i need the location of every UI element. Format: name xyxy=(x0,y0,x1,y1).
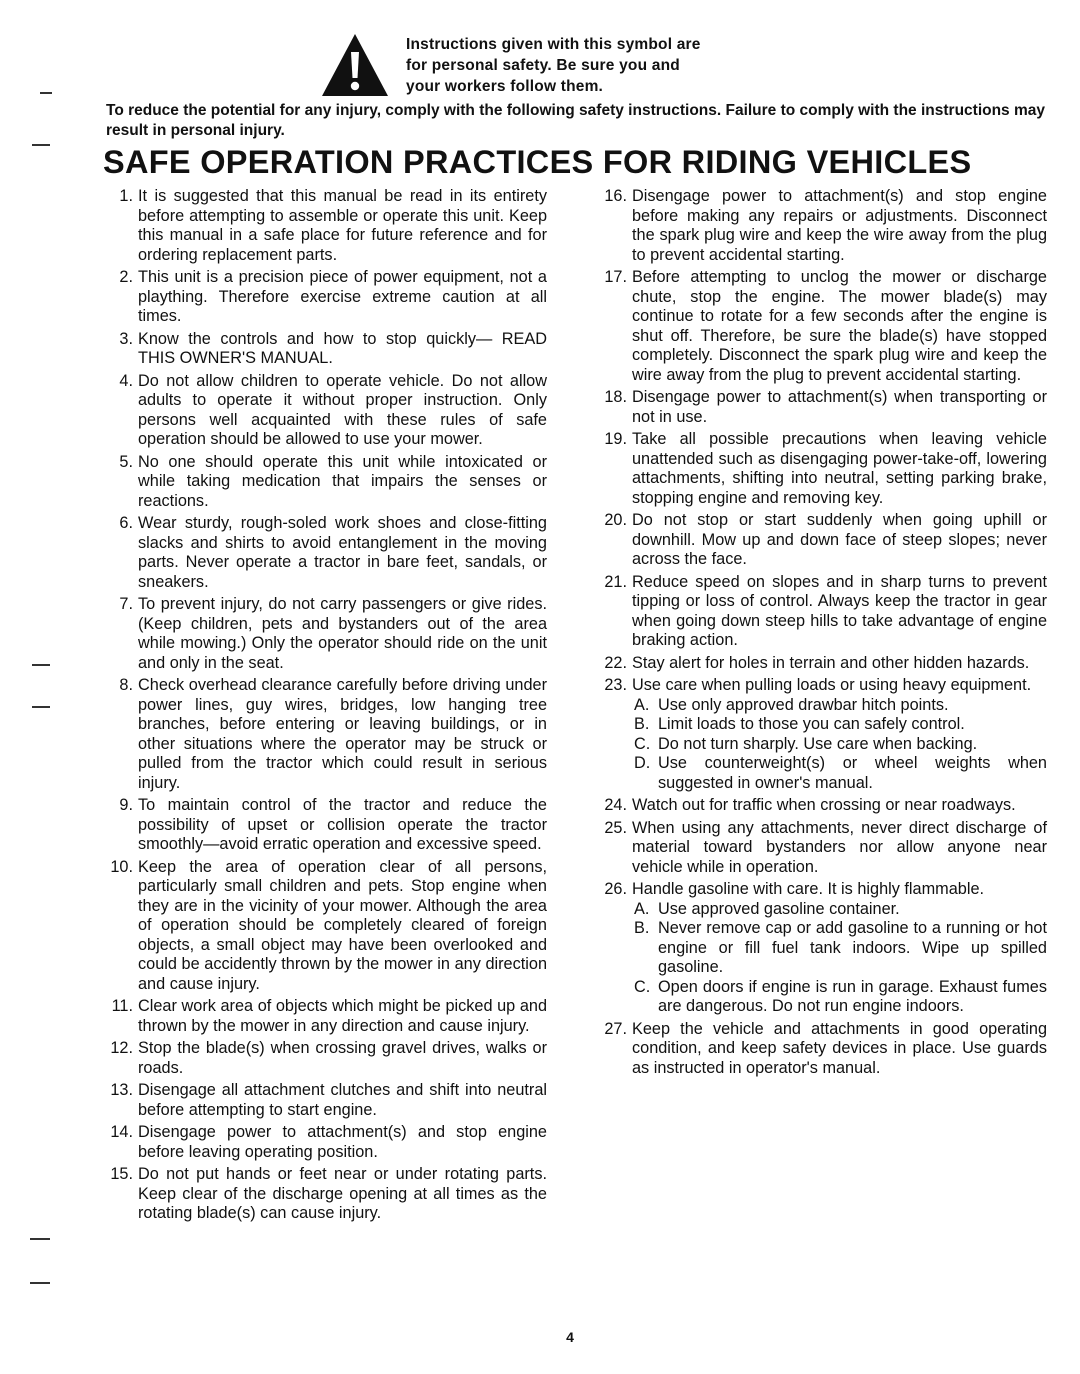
sub-item-letter: C. xyxy=(634,734,651,753)
item-number: 19. xyxy=(604,430,627,448)
item-number: 11. xyxy=(111,997,133,1015)
item-number: 23. xyxy=(604,676,627,694)
item-text: Keep the area of operation clear of all persons, particularly small children and pets. Stop engine when they are in the vicinity of your mower. Although the area of operation should be completely cleared of foreign objects, a small object may have been overlooked and could be accidently thrown by the mower in any direction and cause injury. xyxy=(138,857,547,993)
sub-item-letter: D. xyxy=(634,754,651,772)
list-item xyxy=(597,880,1047,900)
item-text: Check overhead clearance carefully before driving under power lines, guy wires, bridges, low hanging tree branches, before entering or leaving buildings, or in other situations where the operator may be struck or pulled from the tractor which could result in serious injury. xyxy=(138,676,547,792)
scan-mark xyxy=(32,706,50,708)
item-number: 13. xyxy=(110,1081,133,1099)
list-item xyxy=(103,1165,547,1224)
sub-item xyxy=(597,696,1047,716)
sub-item-text: Never remove cap or add gasoline to a running or hot engine or fill fuel tank indoors. Wipe up spilled gasoline. xyxy=(658,919,1047,976)
notice-line: your workers follow them. xyxy=(406,78,604,95)
sub-item-letter: A. xyxy=(634,899,650,918)
item-number: 20. xyxy=(604,511,627,529)
list-item xyxy=(103,858,547,995)
item-number: 2. xyxy=(119,268,133,286)
item-text: This unit is a precision piece of power equipment, not a plaything. Therefore exercise extreme caution at all times. xyxy=(138,268,547,325)
item-text: Use care when pulling loads or using heavy equipment. xyxy=(632,676,1032,694)
sub-item-letter: B. xyxy=(634,715,650,733)
sub-item xyxy=(597,978,1047,1017)
item-text: Handle gasoline with care. It is highly flammable. xyxy=(632,880,985,898)
item-text: Know the controls and how to stop quickly— READ THIS OWNER'S MANUAL. xyxy=(138,329,547,367)
item-number: 27. xyxy=(604,1019,627,1038)
sub-item xyxy=(597,735,1047,755)
list-item xyxy=(103,796,547,855)
item-number: 7. xyxy=(119,595,133,613)
list-item xyxy=(103,595,547,673)
left-column xyxy=(103,187,547,1224)
safety-notice xyxy=(320,32,840,112)
notice-text xyxy=(406,34,836,97)
item-text: Disengage all attachment clutches and shift into neutral before attempting to start engine. xyxy=(138,1081,547,1119)
scan-mark xyxy=(30,1282,50,1284)
list-item xyxy=(597,819,1047,878)
item-number: 22. xyxy=(604,653,627,672)
scan-mark xyxy=(32,144,50,146)
item-text: Disengage power to attachment(s) and stop engine before making any repairs or adjustments. Disconnect the spark plug wire and keep the wire away from the plug to prevent accidental starting. xyxy=(632,187,1047,264)
list-item xyxy=(103,1081,547,1120)
sub-item-letter: B. xyxy=(634,919,650,937)
item-number: 9. xyxy=(119,796,133,814)
item-text: Disengage power to attachment(s) and stop engine before leaving operating position. xyxy=(138,1123,547,1161)
list-item xyxy=(597,676,1047,696)
sub-item-letter: A. xyxy=(634,695,650,714)
list-item xyxy=(597,654,1047,674)
page-title: SAFE OPERATION PRACTICES FOR RIDING VEHICLES xyxy=(103,144,972,180)
item-text: Stop the blade(s) when crossing gravel drives, walks or roads. xyxy=(138,1039,547,1077)
item-number: 21. xyxy=(604,572,627,591)
item-number: 15. xyxy=(110,1165,133,1183)
sub-item xyxy=(597,715,1047,735)
sub-item-text: Limit loads to those you can safely control. xyxy=(658,715,965,733)
item-text: Wear sturdy, rough-soled work shoes and close-fitting slacks and shirts to avoid entanglement in the moving parts. Never operate a tractor in bare feet, sandals, or sneakers. xyxy=(138,514,547,591)
item-text: It is suggested that this manual be read in its entirety before attempting to assemble or operate this unit. Keep this manual in a safe place for future reference and for ordering replacement parts. xyxy=(138,187,547,264)
list-item xyxy=(597,430,1047,508)
item-text: Do not allow children to operate vehicle. Do not allow adults to operate it without proper instruction. Only persons well acquainted with these rules of safe operation should be allowed to use your mower. xyxy=(138,371,547,448)
intro-paragraph: To reduce the potential for any injury, comply with the following safety instructions. Failure to comply with the instructions may result in personal injury. xyxy=(106,102,1046,139)
item-number: 25. xyxy=(604,818,627,837)
item-text: Before attempting to unclog the mower or discharge chute, stop the engine. The mower blade(s) may continue to rotate for a few seconds after the engine is shut off. Therefore, be sure the blade(s) have stopped completely. Disconnect the spark plug wire and keep the wire away from the plug to prevent accidental starting. xyxy=(632,268,1047,384)
item-number: 5. xyxy=(119,452,133,471)
item-text: Disengage power to attachment(s) when transporting or not in use. xyxy=(632,388,1047,426)
scan-mark xyxy=(32,664,50,666)
notice-line: for personal safety. Be sure you and xyxy=(406,57,680,74)
list-item xyxy=(597,1020,1047,1079)
list-item xyxy=(103,676,547,793)
item-number: 1. xyxy=(119,187,133,205)
list-item xyxy=(103,187,547,265)
page-number: 4 xyxy=(566,1329,574,1345)
list-item xyxy=(597,511,1047,570)
sub-item-text: Do not turn sharply. Use care when backing. xyxy=(658,734,978,753)
item-number: 10. xyxy=(110,857,133,876)
item-text: To prevent injury, do not carry passengers or give rides. (Keep children, pets and bystanders out of the area while mowing.) Only the operator should ride on the unit and only in the seat. xyxy=(138,595,547,672)
list-item xyxy=(103,1039,547,1078)
item-number: 4. xyxy=(119,371,133,390)
item-number: 3. xyxy=(119,329,133,348)
item-number: 6. xyxy=(119,514,133,532)
scan-mark xyxy=(40,92,52,94)
sub-item xyxy=(597,754,1047,793)
sub-item-letter: C. xyxy=(634,977,651,996)
item-text: Reduce speed on slopes and in sharp turns to prevent tipping or loss of control. Always keep the tractor in gear when going down steep hills to take advantage of engine braking action. xyxy=(632,572,1047,649)
scan-mark xyxy=(30,1238,50,1240)
list-item xyxy=(597,388,1047,427)
item-number: 17. xyxy=(604,268,627,286)
item-number: 8. xyxy=(119,676,133,694)
list-item xyxy=(103,268,547,327)
item-number: 14. xyxy=(110,1123,133,1141)
sub-item-text: Use approved gasoline container. xyxy=(658,899,900,918)
sub-item-text: Open doors if engine is run in garage. Exhaust fumes are dangerous. Do not run engine indoors. xyxy=(658,977,1047,1015)
list-item xyxy=(597,268,1047,385)
item-number: 24. xyxy=(604,796,627,814)
item-number: 26. xyxy=(604,880,627,898)
sub-item-text: Use counterweight(s) or wheel weights when suggested in owner's manual. xyxy=(658,754,1047,792)
item-text: Watch out for traffic when crossing or near roadways. xyxy=(632,796,1016,814)
item-number: 12. xyxy=(110,1039,133,1057)
sub-item xyxy=(597,900,1047,920)
list-item xyxy=(103,997,547,1036)
item-text: Clear work area of objects which might be picked up and thrown by the mower in any direction and cause injury. xyxy=(138,997,547,1035)
list-item xyxy=(103,372,547,450)
warning-triangle-icon xyxy=(320,32,390,98)
sub-item-text: Use only approved drawbar hitch points. xyxy=(658,695,949,714)
item-text: Take all possible precautions when leaving vehicle unattended such as disengaging power-take-off, lowering attachments, shifting into neutral, setting parking brake, stopping engine and removing key. xyxy=(632,430,1047,507)
item-number: 18. xyxy=(604,388,627,406)
item-text: Do not stop or start suddenly when going uphill or downhill. Mow up and down face of steep slopes; never across the face. xyxy=(632,511,1047,568)
item-text: No one should operate this unit while intoxicated or while taking medication that impairs the senses or reactions. xyxy=(138,452,547,510)
list-item xyxy=(103,514,547,592)
notice-line: Instructions given with this symbol are xyxy=(406,36,701,53)
list-item xyxy=(597,187,1047,265)
right-column xyxy=(597,187,1047,1078)
item-text: Do not put hands or feet near or under rotating parts. Keep clear of the discharge opening at all times as the rotating blade(s) can cause injury. xyxy=(138,1165,547,1222)
item-text: Stay alert for holes in terrain and other hidden hazards. xyxy=(632,653,1030,672)
list-item xyxy=(103,453,547,512)
item-number: 16. xyxy=(604,187,627,205)
list-item xyxy=(103,330,547,369)
item-text: To maintain control of the tractor and reduce the possibility of upset or collision operate the tractor smoothly—avoid erratic operation and excessive speed. xyxy=(138,796,547,853)
list-item xyxy=(597,796,1047,816)
sub-item xyxy=(597,919,1047,978)
item-text: When using any attachments, never direct discharge of material toward bystanders nor allow anyone near vehicle while in operation. xyxy=(632,818,1047,876)
list-item xyxy=(597,573,1047,651)
item-text: Keep the vehicle and attachments in good operating condition, and keep safety devices in place. Use guards as instructed in operator's manual. xyxy=(632,1019,1047,1077)
list-item xyxy=(103,1123,547,1162)
